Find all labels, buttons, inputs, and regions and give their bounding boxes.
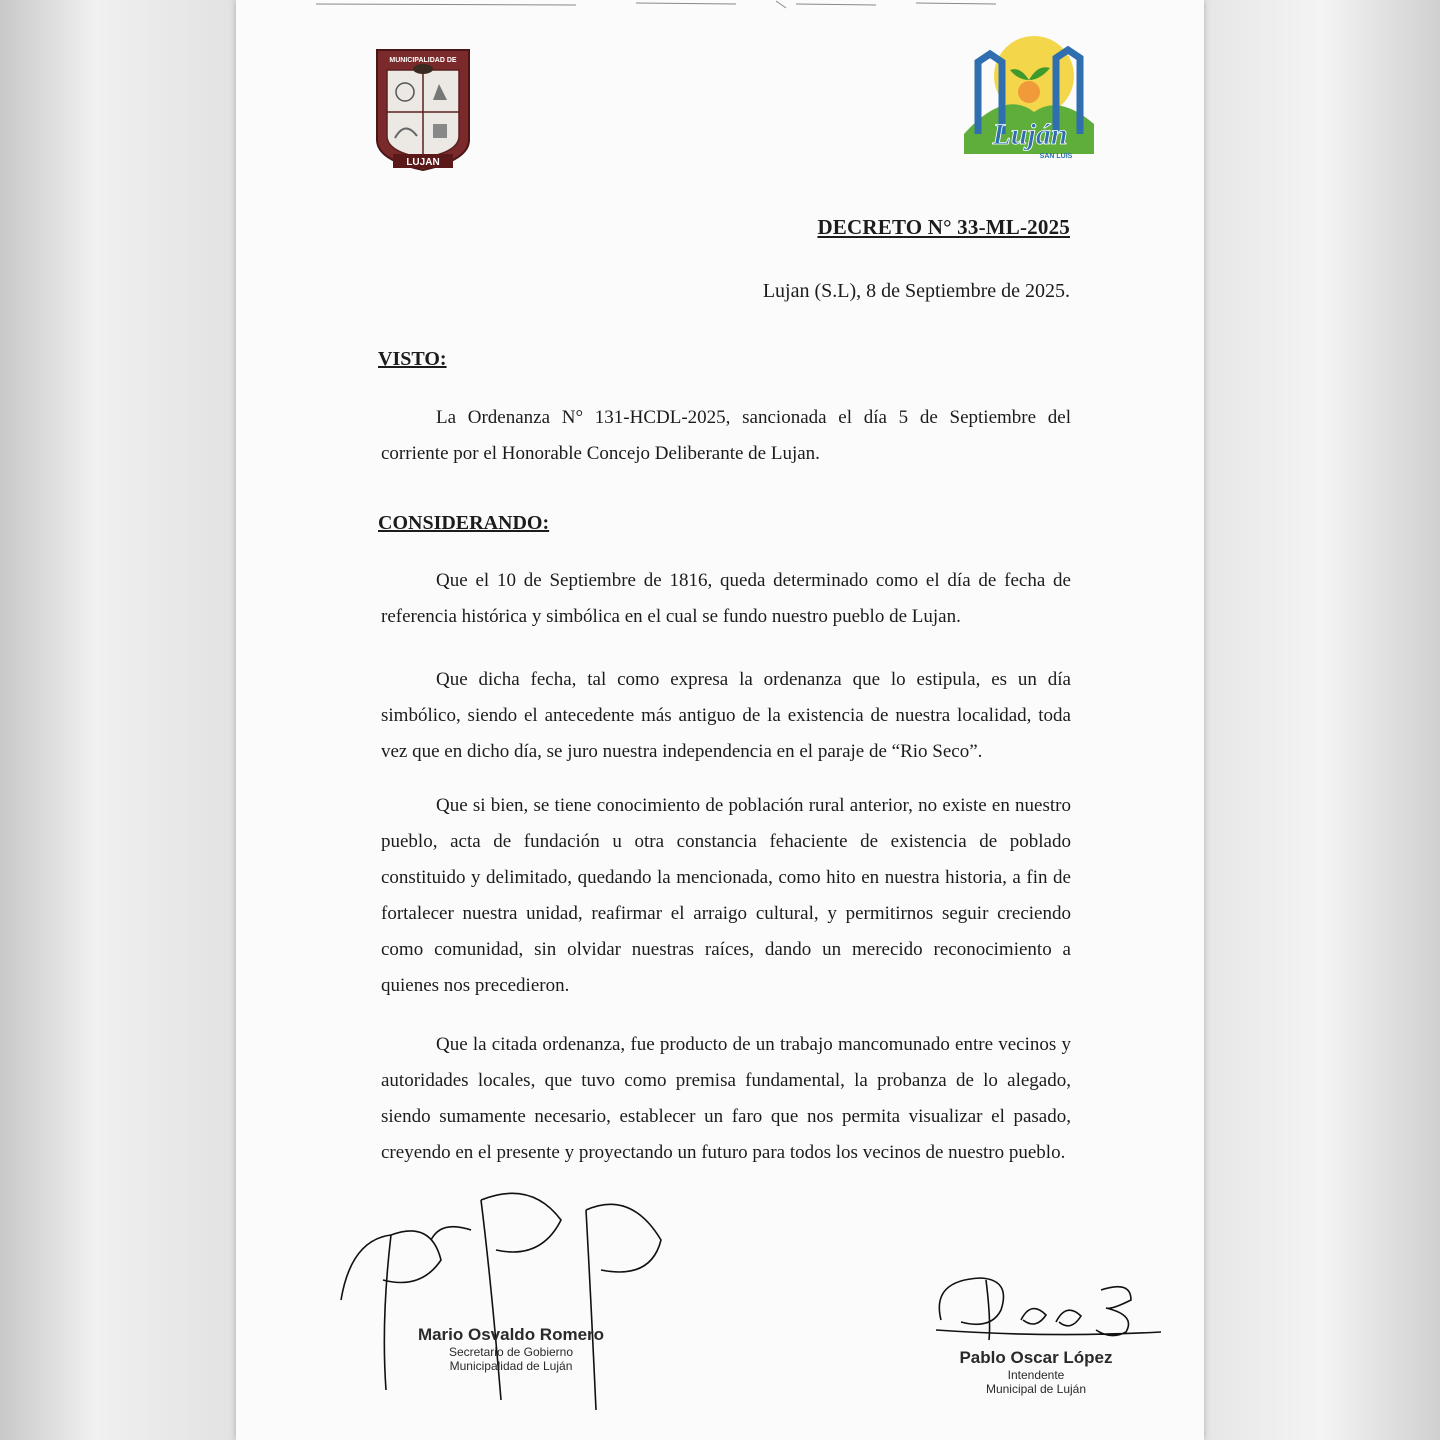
signer-right-role: Intendente [1007,1368,1065,1382]
scan-backdrop-right [1204,0,1440,1440]
considerando-paragraph-3: Que si bien, se tiene conocimiento de población rural anterior, no existe en nuestro pueblo, acta de fundación u otra constancia fehaciente de existencia de poblado constituido y delimitado, quedando la mencionada, como hito en nuestra historia, a fin de fortalecer nuestra unidad, reafirmar el arraigo cultural, y permitirnos seguir creciendo como comunidad, sin olvidar nuestras raíces, dando un merecido reconocimiento a quienes nos precedieron. [381,795,1071,996]
logo-fruit-icon [1018,81,1040,103]
signer-left-name: Mario Osvaldo Romero [417,1325,605,1344]
signer-right-name: Pablo Oscar López [959,1348,1113,1367]
signer-right [936,1348,1136,1396]
document-page [236,0,1204,1440]
decree-number: DECRETO N° 33-ML-2025 [817,215,1070,239]
considerando-paragraph-2: Que dicha fecha, tal como expresa la ordenanza que lo estipula, es un día simbólico, siendo el antecedente más antiguo de la existencia de nuestra localidad, toda vez que en dicho día, se juro nuestra independencia en el paraje de “Rio Seco”. [381,669,1071,762]
signature-right-drawing [931,1260,1171,1350]
logo-wordmark: Luján [992,118,1068,151]
visto-heading: VISTO: [378,348,447,370]
signer-right-org: Municipal de Luján [985,1382,1087,1396]
lujan-logo [964,34,1094,164]
signer-left-org: Municipalidad de Luján [449,1359,573,1373]
scan-backdrop-left [0,0,236,1440]
visto-paragraph: La Ordenanza N° 131-HCDL-2025, sancionada el día 5 de Septiembre del corriente por el Honorable Concejo Deliberante de Lujan. [381,407,1071,464]
signer-left [411,1325,611,1373]
signature-left-drawing [331,1180,691,1430]
seal-building-icon [433,124,447,138]
municipal-seal [373,48,473,172]
considerando-heading: CONSIDERANDO: [378,512,550,534]
seal-top-text: MUNICIPALIDAD DE [389,57,457,64]
considerando-paragraph-1: Que el 10 de Septiembre de 1816, queda determinado como el día de fecha de referencia histórica y simbólica en el cual se fundo nuestro pueblo de Lujan. [381,570,1071,627]
top-edge-scribble [316,0,1016,10]
seal-bottom-text: LUJAN [406,157,440,168]
logo-subtitle: SAN LUIS [1039,153,1073,160]
considerando-paragraph-4: Que la citada ordenanza, fue producto de un trabajo mancomunado entre vecinos y autoridades locales, que tuvo como premisa fundamental, la probanza de lo alegado, siendo sumamente necesario, establecer un faro que nos permita visualizar el pasado, creyendo en el presente y proyectando un futuro para todos los vecinos de nuestro pueblo. [381,1034,1071,1163]
signer-left-role: Secretario de Gobierno [448,1345,574,1359]
place-date: Lujan (S.L), 8 de Septiembre de 2025. [762,280,1070,302]
